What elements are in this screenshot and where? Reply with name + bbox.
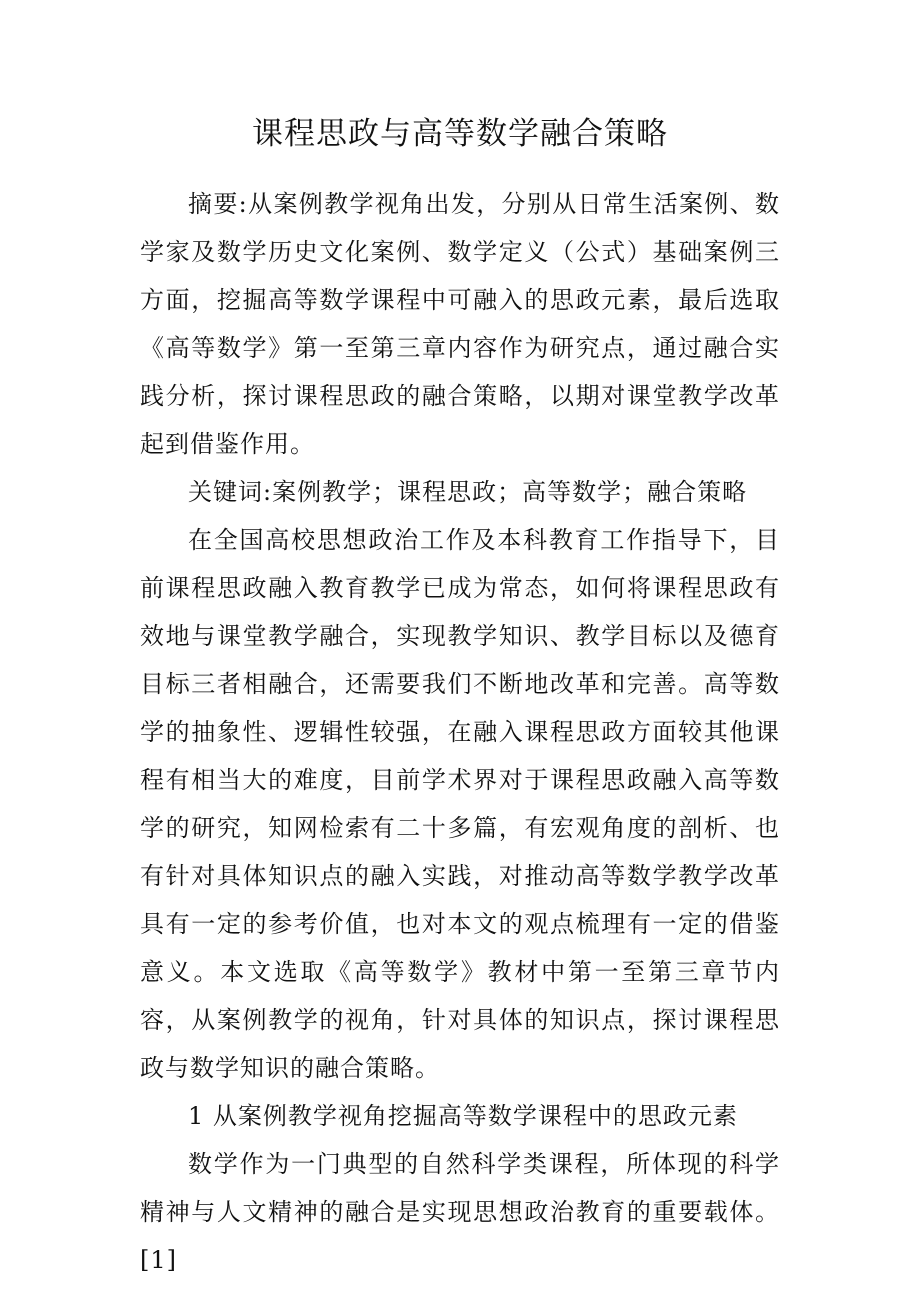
page-title: 课程思政与高等数学融合策略 bbox=[252, 116, 668, 152]
section-paragraph: 数学作为一门典型的自然科学类课程，所体现的科学精神与人文精神的融合是实现思想政治教育的重要载体。[1] bbox=[140, 1150, 780, 1274]
document-body bbox=[140, 180, 780, 1284]
section-heading: 1 从案例教学视角挖掘高等数学课程中的思政元素 bbox=[188, 1102, 738, 1130]
abstract-paragraph: 摘要:从案例教学视角出发，分别从日常生活案例、数学家及数学历史文化案例、数学定义（公式）基础案例三方面，挖掘高等数学课程中可融入的思政元素，最后选取《高等数学》第一至第三章内容作为研究点，通过融合实践分析，探讨课程思政的融合策略，以期对课堂教学改革起到借鉴作用。 bbox=[140, 190, 780, 458]
keywords-paragraph: 关键词:案例教学；课程思政；高等数学；融合策略 bbox=[188, 478, 748, 506]
intro-paragraph: 在全国高校思想政治工作及本科教育工作指导下，目前课程思政融入教育教学已成为常态，如何将课程思政有效地与课堂教学融合，实现教学知识、教学目标以及德育目标三者相融合，还需要我们不断地改革和完善。高等数学的抽象性、逻辑性较强，在融入课程思政方面较其他课程有相当大的难度，目前学术界对于课程思政融入高等数学的研究，知网检索有二十多篇，有宏观角度的剖析、也有针对具体知识点的融入实践，对推动高等数学教学改革具有一定的参考价值，也对本文的观点梳理有一定的借鉴意义。本文选取《高等数学》教材中第一至第三章节内容，从案例教学的视角，针对具体的知识点，探讨课程思政与数学知识的融合策略。 bbox=[140, 526, 780, 1082]
